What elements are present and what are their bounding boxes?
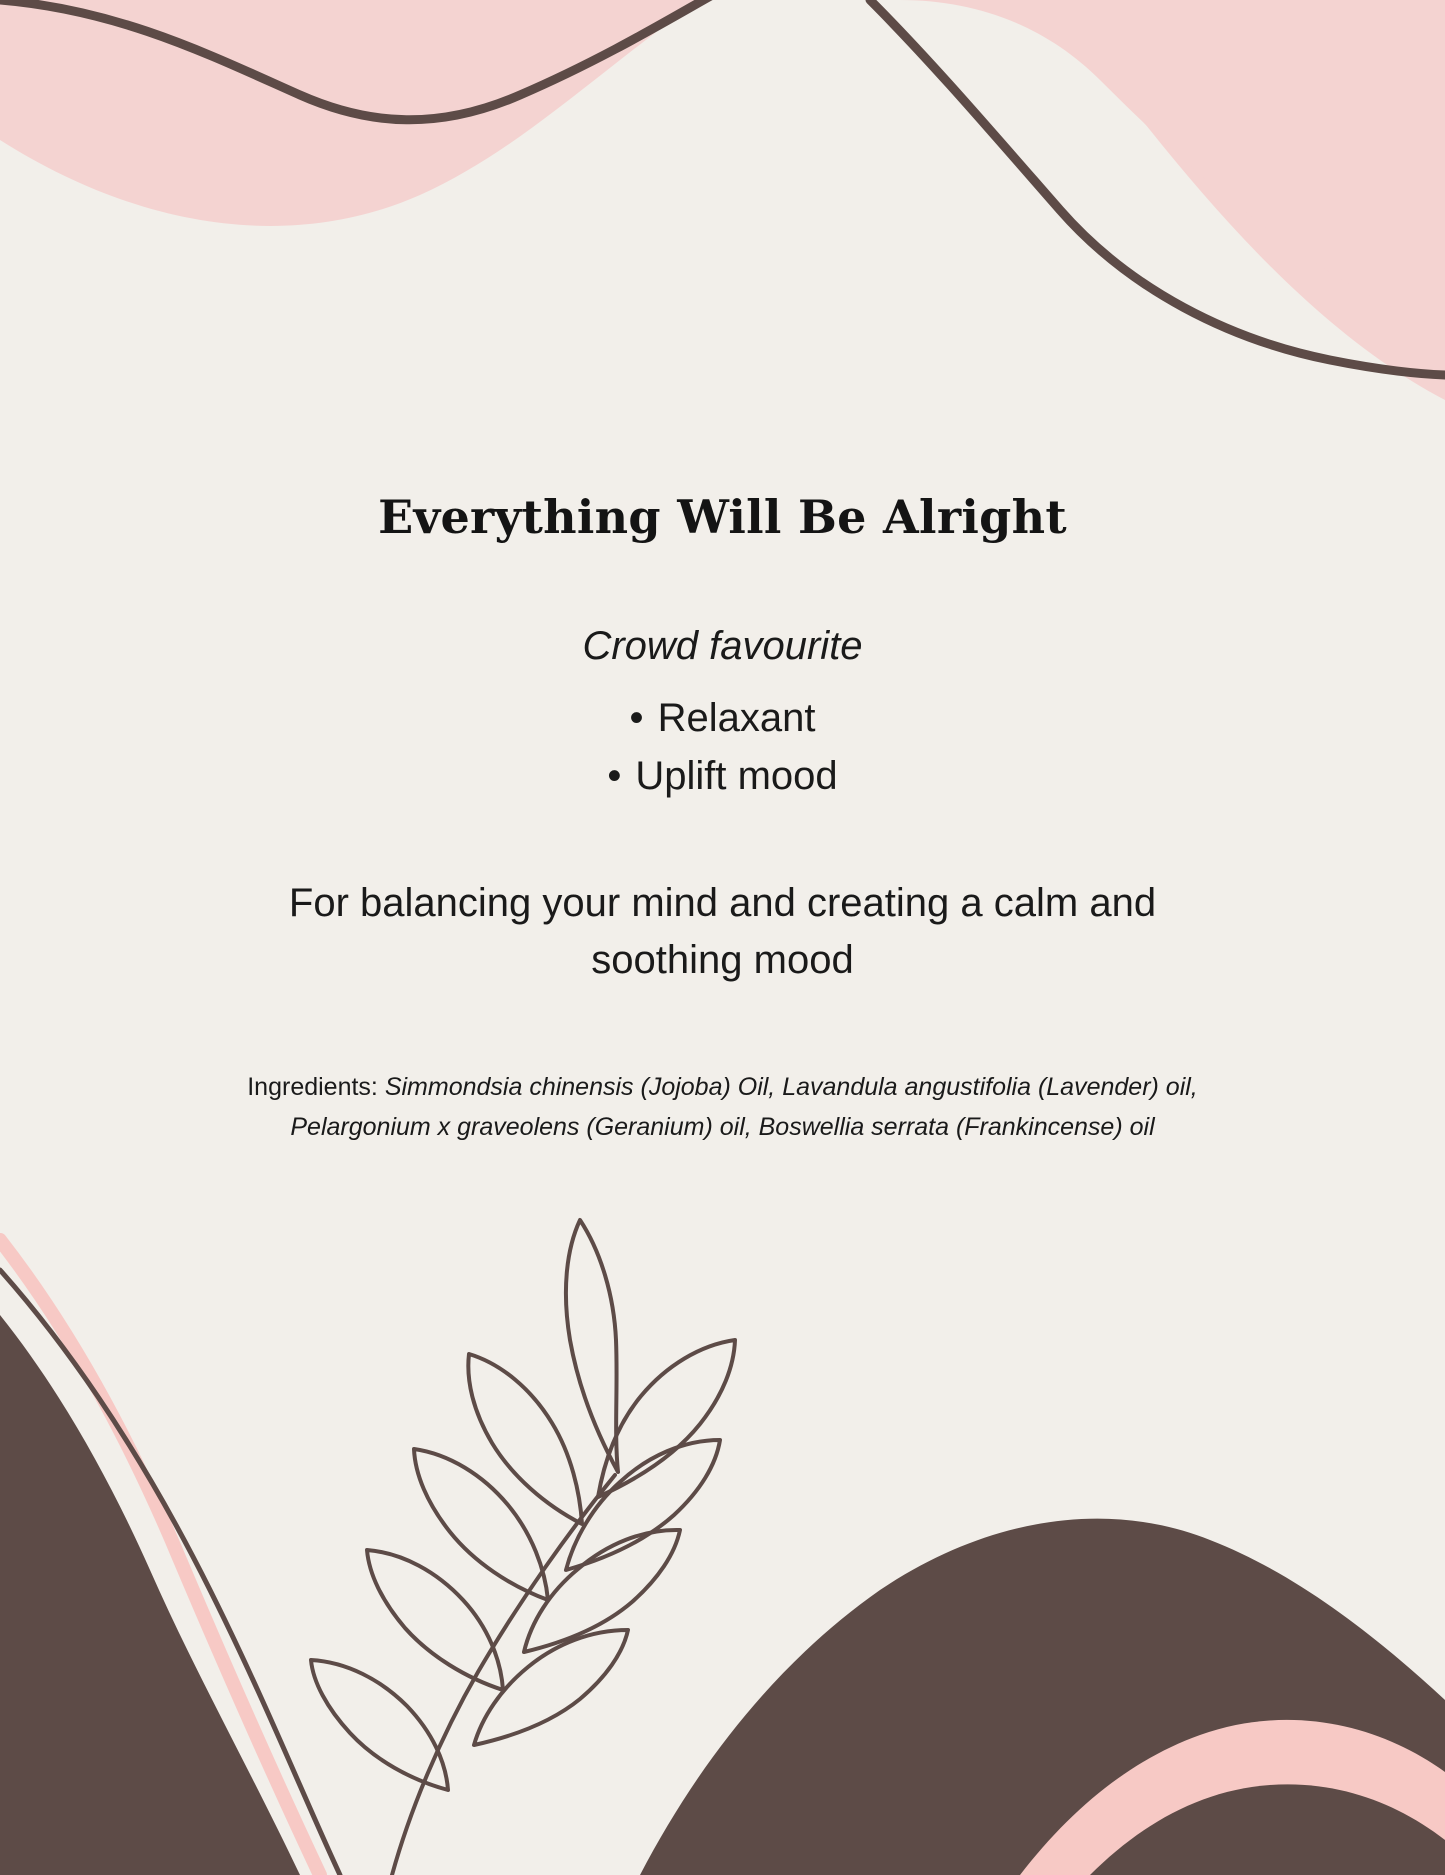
page-title: Everything Will Be Alright [378,490,1067,544]
top-right-pink-shape [960,0,1445,400]
bottom-right-pink-shape [1020,1720,1445,1875]
top-right-pink-fill [900,0,1445,330]
bottom-right-brown-shape [640,1519,1445,1875]
top-left-pink-shape [0,0,700,226]
poster-content [0,490,1445,1148]
ingredients-list: Simmondsia chinensis (Jojoba) Oil, Lavandula angustifolia (Lavender) oil, Pelargonium x graveolens (Geranium) oil, Boswellia serrata (Frankincense) oil [290,1072,1198,1142]
top-right-curve-line [870,0,1445,375]
bottom-left-pink-curve [0,1240,320,1875]
list-item: • Relaxant [110,689,1335,747]
leaf-branch-illustration [311,1220,735,1875]
description-text: For balancing your mind and creating a calm and soothing mood [288,881,1157,982]
bottom-right-pink-inner [1090,1784,1445,1875]
benefit-list [110,689,1335,805]
top-left-curve-line [0,0,740,120]
ingredients-text [218,1067,1228,1148]
bottom-left-brown-shape [0,1315,300,1875]
subtitle: Crowd favourite [582,624,863,668]
ingredients-label: Ingredients: [247,1072,378,1101]
list-item: • Uplift mood [110,747,1335,805]
bottom-left-brown-curve [0,1270,340,1875]
